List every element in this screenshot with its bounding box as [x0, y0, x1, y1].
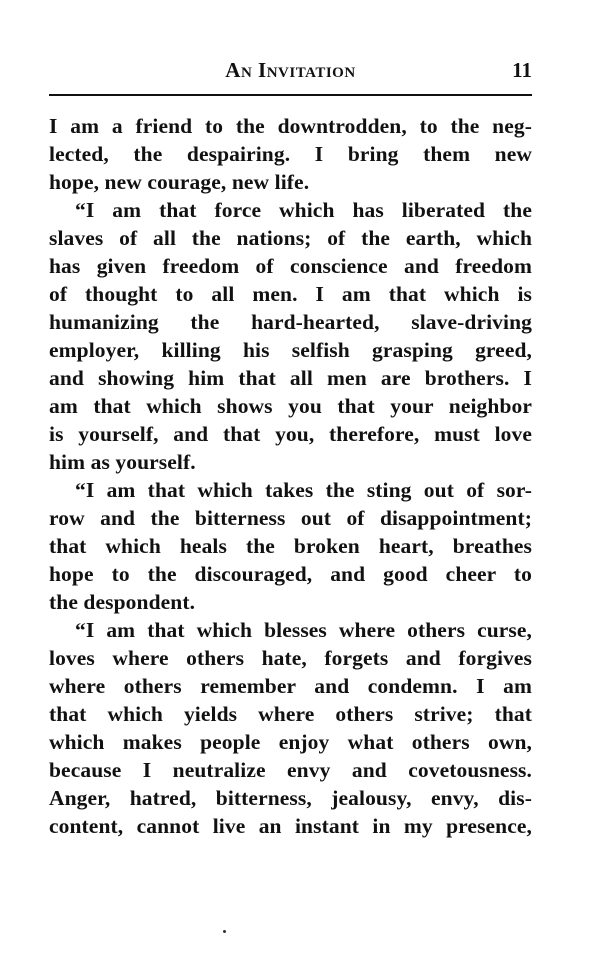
text-line: loves where others hate, forgets and forgives: [49, 646, 532, 670]
text-line: him as yourself.: [49, 450, 196, 474]
text-line: lected, the despairing. I bring them new: [49, 142, 532, 166]
text-line: which makes people enjoy what others own,: [49, 730, 532, 754]
text-line: I am a friend to the downtrodden, to the neg-: [49, 114, 532, 138]
text-line: Anger, hatred, bitterness, jealousy, envy, dis-: [49, 786, 532, 810]
text-line: am that which shows you that your neighbor: [49, 394, 532, 418]
text-line: “I am that force which has liberated the: [75, 198, 532, 222]
text-line: because I neutralize envy and covetousness.: [49, 758, 532, 782]
text-line: of thought to all men. I am that which is: [49, 282, 532, 306]
text-line: where others remember and condemn. I am: [49, 674, 532, 698]
text-line: and showing him that all men are brothers. I: [49, 366, 532, 390]
text-line: has given freedom of conscience and freedom: [49, 254, 532, 278]
header-rule: [49, 94, 532, 96]
text-line: the despondent.: [49, 590, 196, 614]
page-header: [49, 56, 532, 86]
text-line: is yourself, and that you, therefore, must love: [49, 422, 532, 446]
text-line: “I am that which blesses where others curse,: [75, 618, 532, 642]
footer-mark: [223, 930, 226, 933]
text-line: slaves of all the nations; of the earth, which: [49, 226, 532, 250]
text-line: content, cannot live an instant in my presence,: [49, 814, 532, 838]
text-line: that which heals the broken heart, breathes: [49, 534, 532, 558]
text-line: that which yields where others strive; that: [49, 702, 532, 726]
text-line: employer, killing his selfish grasping greed,: [49, 338, 532, 362]
running-title: An Invitation: [225, 58, 356, 82]
text-line: row and the bitterness out of disappointment;: [49, 506, 532, 530]
text-line: hope, new courage, new life.: [49, 170, 310, 194]
body-text: [49, 112, 532, 840]
text-line: hope to the discouraged, and good cheer to: [49, 562, 532, 586]
text-line: “I am that which takes the sting out of sor-: [75, 478, 532, 502]
page-number: 11: [512, 58, 532, 82]
text-line: humanizing the hard-hearted, slave-driving: [49, 310, 532, 334]
